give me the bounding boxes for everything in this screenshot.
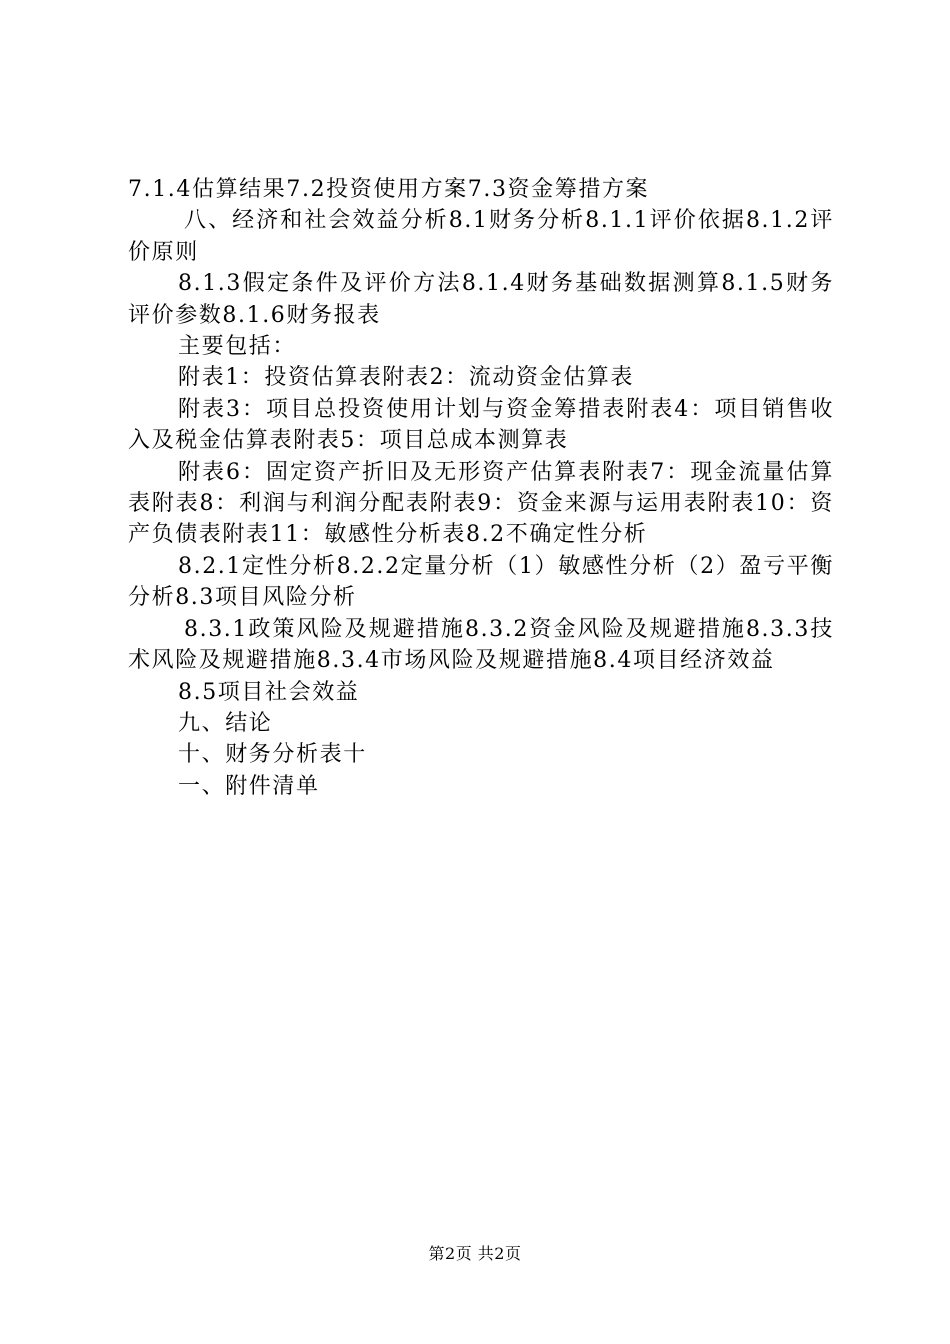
paragraph-attachments: 一、附件清单 [178,773,320,799]
page-number: 第2页 共2页 [428,1244,522,1263]
paragraph-social-benefit: 8.5项目社会效益 [178,679,360,705]
paragraph-estimation-result: 7.1.4估算结果7.2投资使用方案7.3资金筹措方案 [128,177,650,202]
paragraph-includes: 主要包括： [178,334,297,360]
paragraph-assumptions: 8.1.3假定条件及评价方法8.1.4财务基础数据测算8.1.5财务评价参数8.1.6财务报表 [128,271,834,328]
document-body [128,174,834,802]
paragraph-appendix-6-11: 附表6：固定资产折旧及无形资产估算表附表7：现金流量估算表附表8：利润与利润分配表附表9：资金来源与运用表附表10：资产负债表附表11：敏感性分析表8.2不确定性分析 [128,459,834,548]
paragraph-appendix-3-5: 附表3：项目总投资使用计划与资金筹措表附表4：项目销售收入及税金估算表附表5：项目总成本测算表 [128,396,834,454]
paragraph-financial-tables: 十、财务分析表十 [178,742,367,768]
paragraph-appendix-1-2: 附表1：投资估算表附表2：流动资金估算表 [178,365,634,391]
paragraph-risk-measures: 8.3.1政策风险及规避措施8.3.2资金风险及规避措施8.3.3技术风险及规避措施8.3.4市场风险及规避措施8.4项目经济效益 [128,616,834,674]
paragraph-conclusion: 九、结论 [178,710,273,736]
paragraph-qualitative-analysis: 8.2.1定性分析8.2.2定量分析（1）敏感性分析（2）盈亏平衡分析8.3项目风险分析 [128,553,834,611]
paragraph-economic-analysis: 八、经济和社会效益分析8.1财务分析8.1.1评价依据8.1.2评价原则 [128,208,834,265]
